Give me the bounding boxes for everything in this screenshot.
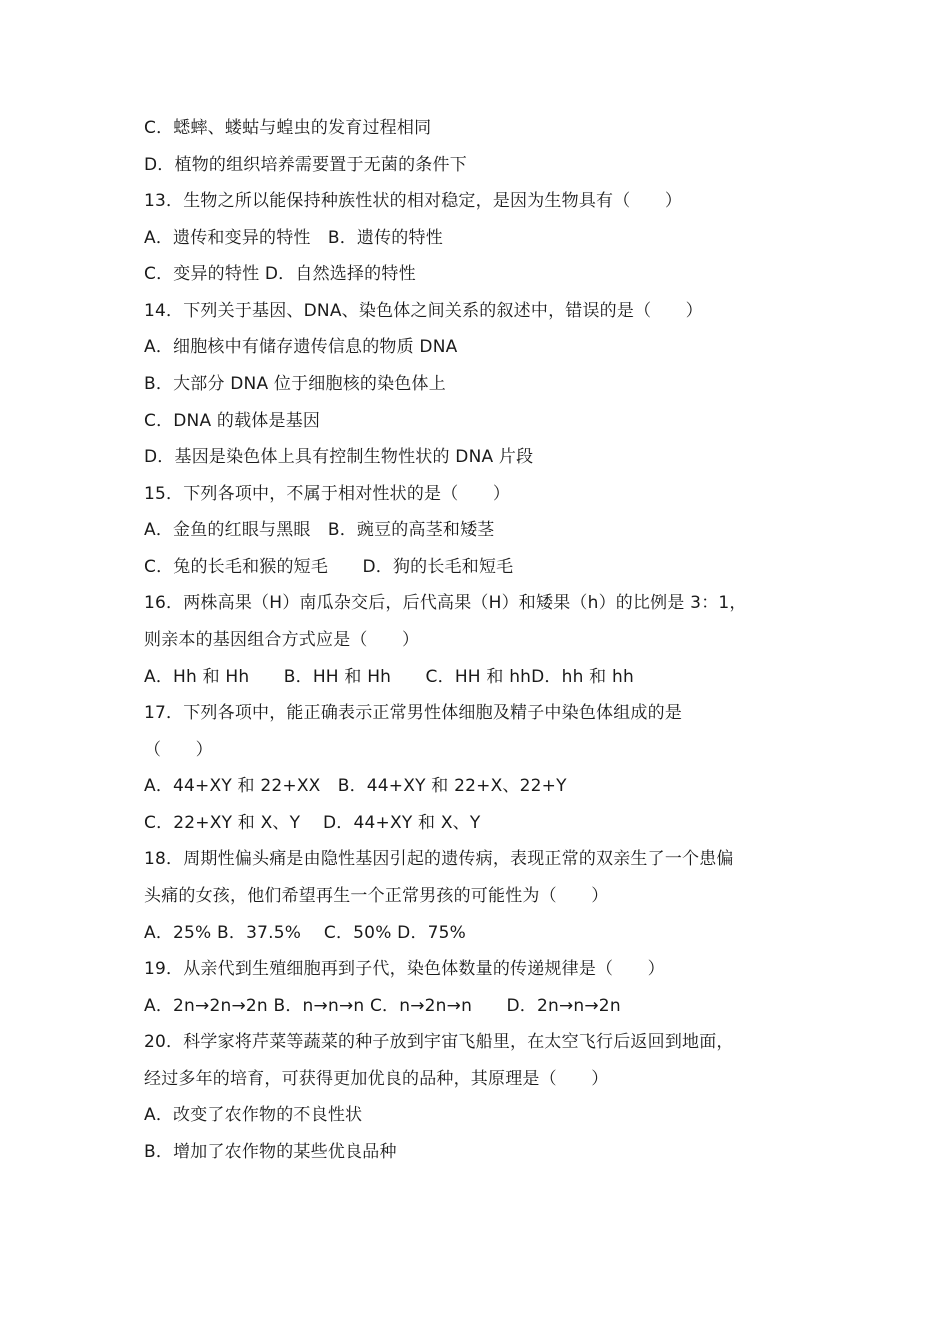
options-15-ab: A．金鱼的红眼与黑眼 B．豌豆的高茎和矮茎 — [144, 520, 495, 540]
options-17-ab: A．44+XY 和 22+XX B．44+XY 和 22+X、22+Y — [144, 776, 567, 796]
question-13: 13．生物之所以能保持种族性状的相对稳定，是因为生物具有（ ） — [144, 191, 683, 211]
options-15-cd: C．兔的长毛和猴的短毛 D．狗的长毛和短毛 — [144, 557, 514, 577]
options-17-cd: C．22+XY 和 X、Y D．44+XY 和 X、Y — [144, 813, 481, 833]
option-14c: C．DNA 的载体是基因 — [144, 411, 321, 431]
option-20b: B．增加了农作物的某些优良品种 — [144, 1142, 397, 1162]
option-14d: D．基因是染色体上具有控制生物性状的 DNA 片段 — [144, 447, 534, 467]
question-17-line1: 17．下列各项中，能正确表示正常男性体细胞及精子中染色体组成的是 — [144, 703, 683, 723]
question-18-line1: 18．周期性偏头痛是由隐性基因引起的遗传病，表现正常的双亲生了一个患偏 — [144, 849, 734, 869]
options-13-ab: A．遗传和变异的特性 B．遗传的特性 — [144, 228, 443, 248]
question-20-line2: 经过多年的培育，可获得更加优良的品种，其原理是（ ） — [144, 1069, 609, 1089]
option-14b: B．大部分 DNA 位于细胞核的染色体上 — [144, 374, 446, 394]
options-19: A．2n→2n→2n B．n→n→n C．n→2n→n D．2n→n→2n — [144, 996, 621, 1016]
option-12d: D．植物的组织培养需要置于无菌的条件下 — [144, 155, 467, 175]
question-20-line1: 20．科学家将芹菜等蔬菜的种子放到宇宙飞船里，在太空飞行后返回到地面， — [144, 1032, 734, 1052]
option-20a: A．改变了农作物的不良性状 — [144, 1105, 363, 1125]
question-19: 19．从亲代到生殖细胞再到子代，染色体数量的传递规律是（ ） — [144, 959, 665, 979]
question-17-line2: （ ） — [144, 740, 213, 760]
options-16: A．Hh 和 Hh B．HH 和 Hh C．HH 和 hhD．hh 和 hh — [144, 667, 634, 687]
question-16-line2: 则亲本的基因组合方式应是（ ） — [144, 630, 420, 650]
question-18-line2: 头痛的女孩，他们希望再生一个正常男孩的可能性为（ ） — [144, 886, 609, 906]
question-15: 15．下列各项中，不属于相对性状的是（ ） — [144, 484, 511, 504]
option-14a: A．细胞核中有储存遗传信息的物质 DNA — [144, 337, 458, 357]
question-14: 14．下列关于基因、DNA、染色体之间关系的叙述中，错误的是（ ） — [144, 301, 703, 321]
options-13-cd: C．变异的特性 D．自然选择的特性 — [144, 264, 416, 284]
option-12c: C．蟋蟀、蝼蛄与蝗虫的发育过程相同 — [144, 118, 432, 138]
options-18: A．25% B．37.5% C．50% D．75% — [144, 923, 467, 943]
question-16-line1: 16．两株高果（H）南瓜杂交后，后代高果（H）和矮果（h）的比例是 3：1， — [144, 593, 747, 613]
